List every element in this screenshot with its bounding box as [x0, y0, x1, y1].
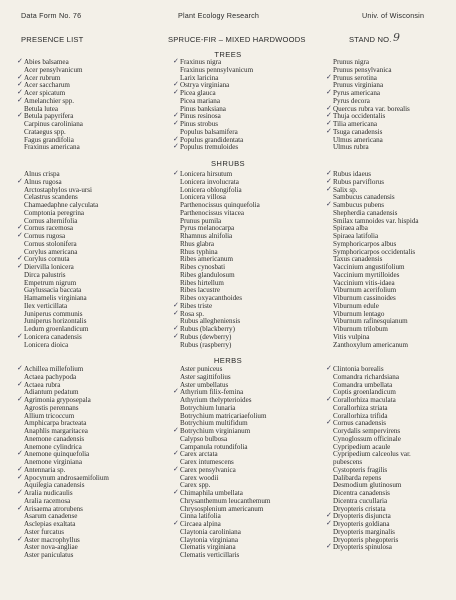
stand-label: STAND NO. [349, 35, 392, 44]
species-column [326, 169, 419, 349]
species-item [24, 144, 83, 152]
species-name: Rubus (dewberry) [180, 332, 232, 341]
species-name: Antennaria sp. [24, 465, 66, 474]
species-name: Juniperus communis [24, 309, 83, 318]
check-mark-icon: ✓ [173, 426, 179, 434]
species-name: Tsuga canadensis [333, 127, 383, 136]
species-name: Pyrus melanocarpa [180, 224, 235, 233]
species-name: Fraxinus americana [24, 143, 80, 152]
species-name: Agrimonia gryposepala [24, 396, 91, 404]
species-name: Ribes hirtellum [180, 278, 224, 287]
university: Univ. of Wisconsin [362, 11, 425, 20]
check-mark-icon: ✓ [17, 472, 23, 481]
species-item [173, 142, 253, 152]
species-name: Dryopteris goldiana [333, 520, 390, 528]
species-name: Dryopteris spinulosa [333, 543, 392, 552]
species-name: Campanula rotundifolia [180, 442, 248, 451]
species-name: Rubus (blackberry) [180, 325, 235, 333]
species-name: Cornus racemosa [24, 224, 74, 233]
species-name: Betula papyrifera [24, 112, 74, 121]
species-name: Asarum canadense [24, 512, 78, 521]
check-mark-icon: ✓ [326, 542, 332, 551]
check-mark-icon: ✓ [173, 142, 179, 151]
species-name: Cynoglossum officinale [333, 434, 401, 443]
check-mark-icon: ✓ [173, 111, 179, 120]
species-name: Fraxinus nigra [180, 58, 222, 66]
species-name: Pinus resinosa [180, 112, 221, 121]
species-name: Ledum groenlandicum [24, 325, 89, 333]
species-name: Symphoricarpos occidentalis [333, 247, 416, 256]
species-name: Agrostis perennans [24, 403, 79, 412]
check-mark-icon: ✓ [326, 200, 332, 208]
species-name: Prunus nigra [333, 58, 370, 66]
species-name: Ribes triste [180, 301, 213, 310]
species-name: Picea mariana [180, 96, 220, 105]
species-item [333, 144, 410, 152]
check-mark-icon: ✓ [326, 395, 332, 403]
species-name: Acer pensylvanicum [24, 65, 83, 74]
species-name: Dirca palustris [24, 270, 66, 279]
check-mark-icon: ✓ [17, 262, 23, 270]
species-name: Quercus rubra var. borealis [333, 104, 410, 113]
section-title-trees: TREES [214, 50, 242, 59]
species-name: Taxus canadensis [333, 255, 383, 264]
species-name: Aster umbellatus [180, 380, 229, 389]
check-mark-icon: ✓ [173, 169, 179, 177]
species-name: Lonicera involucrata [180, 177, 239, 186]
species-column [326, 58, 410, 152]
species-name: Cypripedium acaule [333, 442, 391, 451]
species-name: Acer spicatum [24, 89, 66, 97]
form-number: Data Form No. 76 [21, 11, 82, 20]
species-name: Prunus serotina [333, 73, 377, 82]
species-name: Arctostaphylos uva-ursi [24, 185, 92, 194]
check-mark-icon: ✓ [326, 126, 332, 135]
species-name: Hamamelis virginiana [24, 294, 87, 302]
check-mark-icon: ✓ [326, 176, 332, 185]
species-item [180, 342, 260, 350]
species-name: Pyrus americana [333, 89, 381, 97]
species-name: Celastrus scandens [24, 193, 78, 202]
species-name: Claytonia virginiana [180, 535, 238, 544]
check-mark-icon: ✓ [17, 379, 23, 388]
species-name: Circaea alpina [180, 520, 221, 528]
check-mark-icon: ✓ [17, 57, 23, 65]
species-name: Zanthoxylum americanum [333, 340, 409, 349]
species-name: Actaea pachypoda [24, 372, 77, 381]
forest-type: SPRUCE-FIR – MIXED HARDWOODS [168, 35, 306, 44]
check-mark-icon: ✓ [173, 88, 179, 96]
species-name: Cystopteris fragilis [333, 465, 388, 474]
species-name: Carex woodii [180, 473, 219, 482]
species-column [173, 169, 260, 349]
species-name: Ribes glandulosum [180, 270, 235, 279]
species-name: Aster paniculatus [24, 551, 74, 559]
species-name: Amelanchier spp. [24, 96, 75, 105]
species-name: Ribes americanum [180, 255, 233, 264]
species-name: Pinus banksiana [180, 104, 226, 113]
species-name: Viburnum edule [333, 301, 379, 310]
check-mark-icon: ✓ [326, 169, 332, 177]
species-name: Corallorhiza maculata [333, 396, 396, 404]
check-mark-icon: ✓ [173, 449, 179, 458]
species-name: Botrychium lunaria [180, 403, 236, 412]
species-name: Corallorhiza trifida [333, 411, 388, 420]
check-mark-icon: ✓ [326, 103, 332, 112]
species-name: Ulmus rubra [333, 143, 369, 152]
section-title-shrubs: SHRUBS [210, 159, 246, 168]
check-mark-icon: ✓ [17, 488, 23, 496]
species-name: Ribes lacustre [180, 286, 220, 295]
species-item [24, 342, 98, 350]
check-mark-icon: ✓ [326, 364, 332, 372]
check-mark-icon: ✓ [173, 488, 179, 496]
check-mark-icon: ✓ [173, 57, 179, 65]
species-name: Aster macrophyllus [24, 535, 80, 544]
species-name: Lonicera canadensis [24, 332, 82, 341]
species-name: Picea glauca [180, 89, 216, 97]
check-mark-icon: ✓ [17, 254, 23, 263]
check-mark-icon: ✓ [17, 364, 23, 372]
species-name: Athyrium thelypterioides [180, 396, 252, 404]
species-name: Arisaema atrorubens [24, 504, 83, 513]
check-mark-icon: ✓ [17, 80, 23, 89]
species-name: Dryopteris cristata [333, 504, 386, 513]
check-mark-icon: ✓ [326, 72, 332, 81]
species-name: Sambucus canadensis [333, 193, 395, 202]
species-name: Dicentra cucullaria [333, 496, 388, 505]
check-mark-icon: ✓ [173, 464, 179, 473]
species-name: Rhus typhina [180, 247, 218, 256]
species-name: Pyrus decora [333, 96, 370, 105]
species-name: Larix laricina [180, 73, 219, 82]
species-name: Desmodium glutinosum [333, 481, 402, 490]
species-name: Actaea rubra [24, 380, 61, 389]
species-name: Cornus stolonifera [24, 239, 77, 248]
species-name: Botrychium matricariaefolium [180, 411, 267, 420]
species-name: Prunus pumila [180, 216, 222, 225]
species-name: Clematis virginiana [180, 543, 236, 552]
species-name: Lonicera villosa [180, 193, 226, 202]
species-name: Acer rubrum [24, 73, 61, 82]
species-name: Anemone canadensis [24, 434, 85, 443]
species-name: Allium tricoccum [24, 411, 75, 420]
species-name: Athyrium filix-femina [180, 388, 244, 397]
species-name: Rhamnus alnifolia [180, 232, 233, 240]
species-name: Dalibarda repens [333, 473, 382, 482]
species-name: Ulmus americana [333, 135, 383, 144]
species-name: Vaccinium myrtilloides [333, 270, 400, 279]
species-name: Carex pensylvanica [180, 465, 236, 474]
species-name: pubescens [333, 458, 363, 466]
species-column [326, 364, 411, 552]
species-name: Aster puniceus [180, 365, 223, 373]
species-name: Chamaedaphne calyculata [24, 201, 99, 209]
species-name: Dryopteris phegopteris [333, 535, 399, 544]
species-name: Spiraea alba [333, 224, 368, 233]
check-mark-icon: ✓ [173, 331, 179, 340]
species-name: Rubus parviflorus [333, 177, 385, 186]
species-name: Aster nova-angliae [24, 543, 78, 552]
species-name: Anemone quinquefolia [24, 450, 90, 459]
check-mark-icon: ✓ [326, 519, 332, 527]
species-name: Aquilegia canadensis [24, 481, 85, 490]
species-name: Adiantum pedatum [24, 388, 79, 397]
species-name: Corylus cornuta [24, 255, 70, 264]
species-name: Cornus canadensis [333, 419, 386, 428]
species-name: Abies balsamea [24, 58, 69, 66]
species-name: Gaylussacia baccata [24, 286, 82, 295]
species-name: Alnus crispa [24, 170, 60, 178]
species-name: Viburnum lentago [333, 309, 385, 318]
species-name: Pinus strobus [180, 120, 219, 128]
species-name: Achillea millefolium [24, 365, 84, 373]
species-name: Empetrum nigrum [24, 278, 77, 287]
species-name: Asclepias exaltata [24, 520, 76, 528]
check-mark-icon: ✓ [173, 324, 179, 332]
species-name: Rosa sp. [180, 309, 205, 318]
species-name: Ostrya virginiana [180, 81, 230, 90]
species-name: Aster furcatus [24, 527, 64, 536]
species-name: Alnus rugosa [24, 177, 62, 186]
species-name: Botrychium multifidum [180, 419, 248, 428]
species-name: Carpinus caroliniana [24, 120, 83, 128]
species-name: Parthenocissus quinquefolia [180, 201, 260, 209]
stand-number-handwritten: 9 [393, 31, 400, 44]
species-name: Ribes cynosbati [180, 263, 226, 271]
check-mark-icon: ✓ [173, 119, 179, 127]
species-name: Shepherdia canadensis [333, 208, 398, 217]
species-name: Viburnum rafinesquianum [333, 317, 408, 326]
check-mark-icon: ✓ [17, 331, 23, 340]
species-name: Acer saccharum [24, 81, 70, 90]
check-mark-icon: ✓ [17, 464, 23, 473]
species-column [17, 364, 109, 560]
check-mark-icon: ✓ [326, 119, 332, 127]
species-column [173, 365, 271, 560]
species-name: Cornus rugosa [24, 232, 66, 240]
check-mark-icon: ✓ [17, 231, 23, 239]
species-name: Coptis groenlandicum [333, 388, 396, 397]
species-name: Vaccinium vitis-idaea [333, 278, 395, 287]
species-name: Salix sp. [333, 185, 358, 194]
check-mark-icon: ✓ [17, 223, 23, 232]
species-name: Corallorhiza striata [333, 403, 388, 412]
species-name: Populus grandidentata [180, 135, 244, 144]
species-name: Corylus americana [24, 247, 78, 256]
species-name: Viburnum cassinoides [333, 294, 396, 302]
species-item [326, 542, 411, 552]
check-mark-icon: ✓ [17, 95, 23, 104]
species-name: Anaphlis margaritacea [24, 427, 88, 435]
check-mark-icon: ✓ [17, 534, 23, 543]
species-name: Rubus (raspberry) [180, 340, 232, 349]
check-mark-icon: ✓ [326, 184, 332, 193]
species-name: Dicentra canadensis [333, 489, 390, 497]
species-name: Chrysosplenium americanum [180, 504, 264, 513]
species-name: Smilax tamnoides var. hispida [333, 216, 419, 225]
species-name: Dryopteris disjuncta [333, 512, 391, 521]
species-name: Spiraea latifolia [333, 232, 379, 240]
species-name: Ilex verticillata [24, 301, 68, 310]
species-name: Chimaphila umbellata [180, 489, 243, 497]
species-name: Botrychium virginianum [180, 427, 251, 435]
species-name: Dryopteris marginalis [333, 527, 395, 536]
species-name: Corydalis sempervirens [333, 427, 401, 435]
species-name: Rubus allegheniensis [180, 317, 241, 326]
species-column [173, 57, 254, 152]
species-name: Amphicarpa bracteata [24, 419, 87, 428]
species-name: Comandra umbellata [333, 380, 393, 389]
species-name: Calypso bulbosa [180, 434, 228, 443]
check-mark-icon: ✓ [326, 111, 332, 120]
species-name: Aralia nudicaulis [24, 489, 73, 497]
species-name: Betula lutea [24, 104, 59, 113]
species-name: Viburnum trilobum [333, 325, 388, 333]
check-mark-icon: ✓ [326, 88, 332, 96]
organization: Plant Ecology Research [178, 11, 260, 20]
species-name: Tilia americana [333, 120, 378, 128]
species-name: Apocynum androsaemifolium [24, 473, 109, 482]
species-name: Cypripedium calceolus var. [333, 450, 411, 459]
check-mark-icon: ✓ [173, 387, 179, 396]
species-name: Clematis verticillaris [180, 551, 240, 559]
species-name: Comptonia peregrina [24, 208, 85, 217]
check-mark-icon: ✓ [326, 418, 332, 427]
species-item [180, 552, 270, 560]
species-column [17, 57, 83, 152]
species-name: Populus balsamifera [180, 127, 238, 136]
species-name: Chrysanthemum leucanthemum [180, 496, 271, 505]
species-name: Anemone virginiana [24, 458, 82, 466]
species-name: Populus tremuloides [180, 143, 239, 152]
species-name: Vaccinium angustifolium [333, 263, 405, 271]
check-mark-icon: ✓ [173, 519, 179, 527]
check-mark-icon: ✓ [17, 176, 23, 185]
species-name: Anemone cylindrica [24, 442, 82, 451]
species-name: Claytonia caroliniana [180, 527, 241, 536]
species-name: Carex arctata [180, 450, 218, 459]
species-name: Fagus grandifolia [24, 135, 74, 144]
species-name: Cinna latifolia [180, 512, 221, 521]
species-name: Aralia racemosa [24, 496, 71, 505]
species-column [17, 170, 99, 349]
check-mark-icon: ✓ [173, 308, 179, 317]
species-name: Thuja occidentalis [333, 112, 386, 121]
check-mark-icon: ✓ [173, 300, 179, 309]
species-name: Aster sagittifolius [180, 372, 231, 381]
species-name: Lonicera hirsutum [180, 170, 233, 178]
species-item [24, 552, 109, 560]
species-name: Fraxinus pennsylvanicum [180, 65, 254, 74]
species-name: Ribes oxyacanthoides [180, 294, 243, 302]
species-name: Diervilla lonicera [24, 263, 74, 271]
check-mark-icon: ✓ [17, 449, 23, 458]
check-mark-icon: ✓ [17, 72, 23, 81]
species-name: Prunus virginiana [333, 81, 384, 90]
species-name: Rhus glabra [180, 239, 215, 248]
species-name: Parthenocissus vitacea [180, 208, 245, 217]
species-name: Lonicera oblongifolia [180, 185, 242, 194]
species-name: Vitis vulpina [333, 332, 370, 341]
species-name: Symphoricarpos albus [333, 239, 397, 248]
check-mark-icon: ✓ [17, 111, 23, 120]
species-item [333, 342, 419, 350]
species-name: Viburnum acerifolium [333, 286, 397, 295]
species-name: Cornus alternifolia [24, 216, 78, 225]
check-mark-icon: ✓ [17, 395, 23, 403]
check-mark-icon: ✓ [17, 88, 23, 96]
species-name: Carex spp. [180, 481, 211, 490]
species-name: Carex intumescens [180, 458, 234, 466]
species-name: Clintonia borealis [333, 365, 384, 373]
check-mark-icon: ✓ [326, 511, 332, 520]
species-name: Juniperus horizontalis [24, 317, 87, 326]
list-title: PRESENCE LIST [21, 35, 84, 44]
species-name: Lonicera dioica [24, 340, 69, 349]
check-mark-icon: ✓ [173, 80, 179, 89]
species-name: Crataegus spp. [24, 127, 66, 136]
species-name: Prunus pensylvanica [333, 65, 392, 74]
species-name: Rubus idaeus [333, 170, 372, 178]
check-mark-icon: ✓ [173, 134, 179, 143]
section-title-herbs: HERBS [213, 356, 243, 365]
check-mark-icon: ✓ [17, 503, 23, 512]
species-name: Sambucus pubens [333, 201, 385, 209]
species-name: Comandra richardsiana [333, 372, 399, 381]
